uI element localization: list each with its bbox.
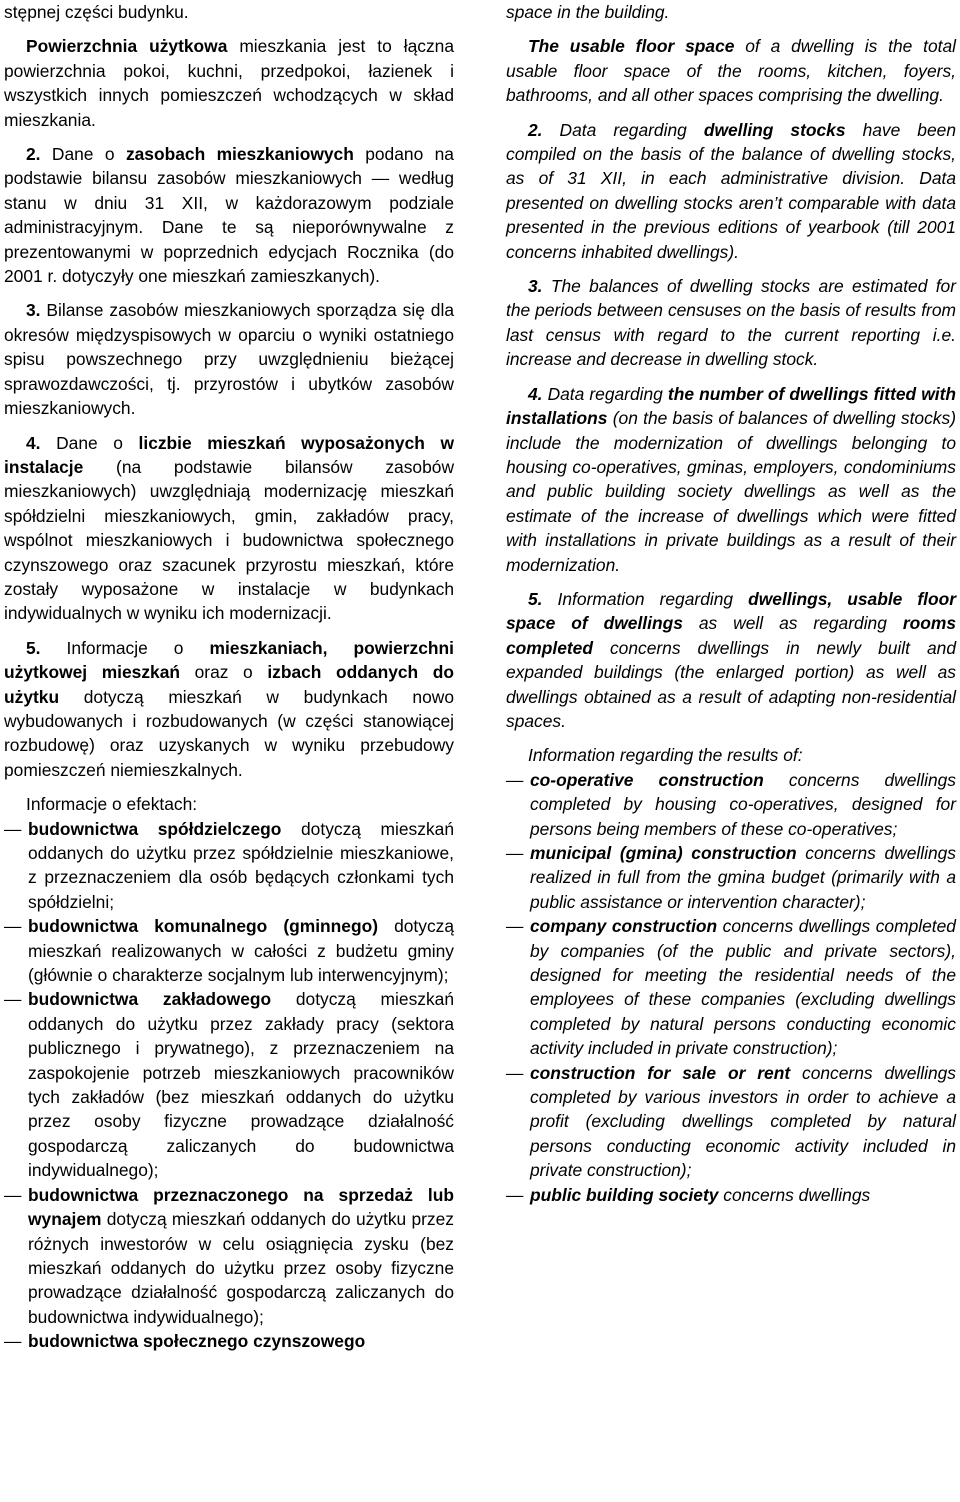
term: zasobach mieszkaniowych [125,144,354,165]
body-text: dotyczą mieszkań oddanych do użytku przez spółdzielnie mieszkaniowe, z przeznaczeniem dla osób będących członkami tych spółdzielni; [28,818,454,912]
term: izbach oddanych do użytku [4,662,454,707]
body-text: The balances of dwelling stocks are estimated for the periods between censuses on the basis of results from last census with regard to the current reporting i.e. increase and decrease in dwelling stock. [506,276,956,370]
body-text: Information regarding [542,588,749,609]
body-text: dotyczą mieszkań realizowanych w całości z budżetu gminy (głównie o charakterze socjalnym lub interwencyjnym); [28,916,455,986]
body-text: Bilanse zasobów mieszkaniowych sporządza się dla okresów międzyspisowych w oparciu o wyniki ostatniego spisu powszechnego przy uwzględnieniu bieżącej sprawozdawczości, tj. przyrostów i ubytków zasobów mieszkaniowych. [4,300,454,419]
paragraph-number: 4. [528,383,543,404]
dash: — [506,769,524,790]
list-item [4,1329,454,1353]
body-text: Informacje o [40,637,210,658]
english-column [506,0,956,1207]
dash: — [506,916,524,937]
list-item [506,768,956,841]
list-item [4,817,454,915]
continuation-line: space in the building. [506,2,670,22]
body-text: Data regarding [542,383,668,404]
paragraph-1 [506,34,956,107]
term: budownictwa społecznego czynszowego [28,1331,366,1352]
body-text: oraz o [180,662,268,683]
term: budownictwa zakładowego [28,989,272,1010]
dash: — [4,989,22,1010]
list-item [4,987,454,1182]
term: construction for sale or rent [530,1062,791,1083]
term: Powierzchnia użytkowa [26,36,228,57]
body-text: dotyczą mieszkań w budynkach nowo wybudowanych i rozbudowanych (w części stanowiącej rozbudowę) oraz uzyskanych w wyniku przebudowy pomieszczeń niemieszkalnych. [4,686,454,780]
paragraph-5 [4,636,454,782]
body-text: podano na podstawie bilansu zasobów mieszkaniowych — według stanu w dniu 31 XII, w każdorazowym podziale administracyjnym. Dane te są nieporównywalne z prezentowanymi w poprzednich edycjach Rocznika (do 2001 r. dotyczyły one mieszkań zamieszkanych). [4,144,454,287]
body-text: (on the basis of balances of dwelling stocks) include the modernization of dwellings belonging to housing co-operatives, gminas, employers, condominiums and public building society dwellings as well as the estimate of the increase of dwellings which were fitted with installations in private buildings as a result of their modernization. [506,408,956,575]
body-text: mieszkania jest to łączna powierzchnia pokoi, kuchni, przedpokoi, łazienek i wszystkich innych pomieszczeń wchodzących w skład mieszkania. [4,36,454,130]
term: municipal (gmina) construction [530,843,797,863]
paragraph-2 [4,142,454,288]
dash: — [4,1184,22,1205]
term: budownictwa komunalnego (gminnego) [28,916,378,937]
term: dwellings, usable floor space of dwellings [506,588,957,634]
paragraph-1 [4,34,454,132]
dash: — [506,1062,524,1083]
body-text: dotyczą mieszkań oddanych do użytku przez różnych inwestorów w celu osiągnięcia zysku (bez mieszkań oddanych do użytku przez osoby fizyczne prowadzące działalność gospodarczą zaliczanych do budownictwa indywidualnego); [28,1209,454,1327]
term: budownictwa przeznaczonego na sprzedaż lub wynajem [28,1184,454,1230]
paragraph-2 [506,118,956,264]
term: dwelling stocks [703,119,846,140]
term: the number of dwellings fitted with installations [506,383,957,429]
paragraph-number: 4. [26,432,41,453]
dash: — [506,1184,524,1205]
term: company construction [530,916,718,937]
body-text: of a dwelling is the total usable floor space of the rooms, kitchen, foyers, bathrooms, and all other spaces comprising the dwelling. [506,36,957,106]
paragraph-number: 3. [26,300,41,321]
body-text: dotyczą mieszkań oddanych do użytku przez zakłady pracy (sektora publicznego i prywatnego), z przeznaczeniem na zaspokojenie potrzeb mieszkaniowych pracowników tych zakładów (bez mieszkań oddanych do użytku przez osoby fizyczne prowadzące działalność gospodarczą zaliczanych do budownictwa indywidualnego); [28,989,454,1181]
term: The usable floor space [528,36,735,57]
paragraph-number: 2. [528,119,543,140]
term: co-operative construction [530,769,764,790]
body-text: concerns dwellings realized in full from the gmina budget (primarily with a public assistance or intervention character); [530,843,956,912]
term: budownictwa spółdzielczego [28,818,282,839]
body-text: concerns dwellings in newly built and expanded buildings (the enlarged portion) as well as dwellings obtained as a result of adapting non-residential spaces. [506,637,956,731]
term: public building society [530,1184,719,1205]
body-text: concerns dwellings completed by housing co-operatives, designed for persons being members of these co-operatives; [530,769,956,839]
paragraph-number: 5. [26,637,41,658]
body-text: (na podstawie bilansów zasobów mieszkaniowych) uwzględniają modernizację mieszkań spółdzielni mieszkaniowych, gmin, zakładów pracy, wspólnot mieszkaniowych i budownictwa społecznego czynszowego oraz szacunek przyrostu mieszkań, które zostały wyposażone w instalacje w budynkach indywidualnych w wyniku ich modernizacji. [4,456,454,624]
term: rooms completed [506,613,957,658]
paragraph-3 [506,274,956,372]
term: mieszkaniach, powierzchni użytkowej mieszkań [4,637,454,683]
body-text: as well as regarding [682,613,903,634]
paragraph-5 [506,587,956,733]
list-item [506,1183,956,1207]
term: liczbie mieszkań wyposażonych w instalacje [4,432,454,477]
list-item [4,914,454,987]
body-text: concerns dwellings [718,1184,871,1205]
results-intro: Information regarding the results of: [528,745,803,766]
list-item [4,1183,454,1329]
body-text: concerns dwellings completed by various investors in order to achieve a profit (excluding dwellings completed by natural persons conducting economic activity included in private construction); [530,1062,956,1181]
continuation-line: stępnej części budynku. [4,2,189,22]
body-text: Data regarding [542,119,704,140]
paragraph-number: 2. [26,144,41,165]
paragraph-number: 5. [528,588,543,609]
list-item [506,914,956,1060]
paragraph-4 [4,431,454,626]
body-text: Dane o [40,144,126,165]
paragraph-number: 3. [528,276,543,297]
dash: — [4,916,22,937]
body-text: concerns dwellings completed by companies (of the public and private sectors), designed for meeting the residential needs of the employees of these companies (excluding dwellings completed by natural persons conducting economic activity included in private construction); [530,916,956,1059]
dash: — [506,843,524,863]
paragraph-3 [4,298,454,420]
polish-column [4,0,454,1354]
list-item [506,841,956,914]
results-intro: Informacje o efektach: [26,794,198,815]
body-text: have been compiled on the basis of the balance of dwelling stocks, as of 31 XII, in each administrative division. Data presented on dwelling stocks aren’t comparable with data presented in the previous editions of yearbook (till 2001 concerns inhabited dwellings). [506,119,956,262]
paragraph-4 [506,382,956,577]
list-item [506,1061,956,1183]
dash: — [4,818,22,839]
body-text: Dane o [40,432,139,453]
dash: — [4,1331,22,1352]
